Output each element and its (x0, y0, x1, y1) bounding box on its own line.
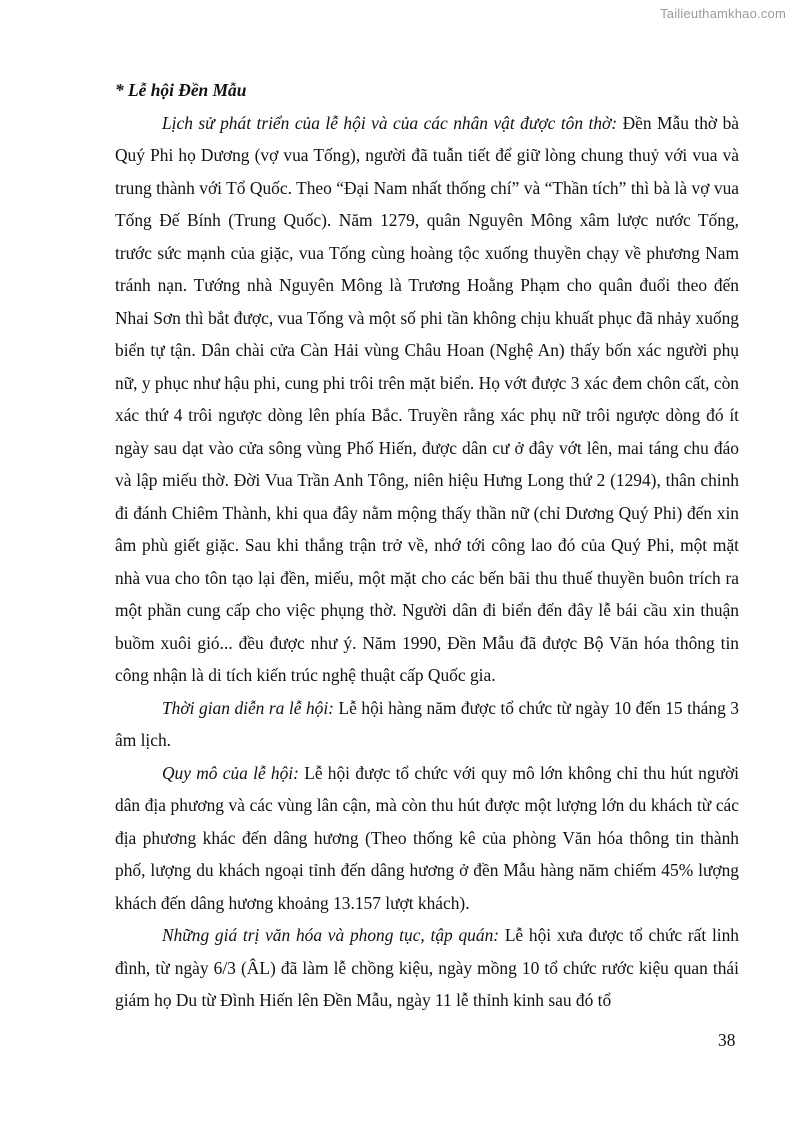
paragraph-scale (115, 757, 739, 920)
paragraph-time (115, 692, 739, 757)
page-number: 38 (718, 1030, 736, 1050)
paragraph-text: Lễ hội hàng năm được tổ chức từ ngày 10 đến 15 tháng 3 âm lịch. (115, 697, 739, 750)
paragraph-lead: Thời gian diễn ra lễ hội: (162, 697, 334, 718)
paragraph-lead: Những giá trị văn hóa và phong tục, tập quán: (162, 925, 500, 945)
paragraph-history (115, 107, 739, 692)
section-heading: * Lễ hội Đền Mẫu (115, 80, 247, 100)
watermark: Tailieuthamkhao.com (660, 6, 786, 21)
paragraph-text: Đền Mẫu thờ bà Quý Phi họ Dương (vợ vua Tống), người đã tuẫn tiết để giữ lòng chung thuỷ với vua và trung thành với Tổ Quốc. Theo “Đại Nam nhất thống chí” và “Thần tích” thì bà là vợ vua Tống Đế Bính (Trung Quốc). Năm 1279, quân Nguyên Mông xâm lược nước Tống, trước sức mạnh của giặc, vua Tống cùng hoàng tộc xuống thuyền chạy về phương Nam tránh nạn. Tướng nhà Nguyên Mông là Trương Hoằng Phạm cho quân đuổi theo đến Nhai Sơn thì bắt được, vua Tống và một số phi tần không chịu khuất phục đã nhảy xuống biển tự tận. Dân chài cửa Càn Hải vùng Châu Hoan (Nghệ An) thấy bốn xác người phụ nữ, y phục như hậu phi, cung phi trôi trên mặt biển. Họ vớt được 3 xác đem chôn cất, còn xác thứ 4 trôi ngược dòng lên phía Bắc. Truyền rằng xác phụ nữ trôi ngược dòng đó ít ngày sau dạt vào cửa sông vùng Phố Hiến, được dân cư ở đây vớt lên, mai táng chu đáo và lập miếu thờ. Đời Vua Trần Anh Tông, niên hiệu Hưng Long thứ 2 (1294), thân chinh đi đánh Chiêm Thành, khi qua đây nằm mộng thấy thần nữ (chỉ Dương Quý Phi) đến xin âm phù giết giặc. Sau khi thắng trận trở về, nhớ tới công lao đó của Quý Phi, một mặt nhà vua cho tôn tạo lại đền, miếu, một mặt cho các bến bãi thu thuế thuyền buôn trích ra một phần cung cấp cho việc phụng thờ. Người dân đi biển đến đây lễ bái cầu xin thuận buồm xuôi gió... đều được như ý. Năm 1990, Đền Mẫu đã được Bộ Văn hóa thông tin công nhận là di tích kiến trúc nghệ thuật cấp Quốc gia. (115, 112, 739, 685)
paragraph-lead: Lịch sử phát triển của lễ hội và của các nhân vật được tôn thờ: (162, 112, 618, 133)
paragraph-text: Lễ hội được tổ chức với quy mô lớn không chỉ thu hút người dân địa phương và các vùng lân cận, mà còn thu hút được một lượng lớn du khách từ các địa phương khác đến dâng hương (Theo thống kê của phòng Văn hóa thông tin thành phố, lượng du khách ngoại tỉnh đến dâng hương ở đền Mẫu hàng năm chiếm 45% lượng khách đến dâng hương khoảng 13.157 lượt khách). (115, 762, 739, 913)
paragraph-text: Lễ hội xưa được tổ chức rất linh đình, từ ngày 6/3 (ÂL) đã làm lễ chồng kiệu, ngày mồng 10 tổ chức rước kiệu quan thái giám họ Du từ Đình Hiến lên Đền Mẫu, ngày 11 lễ thỉnh kinh sau đó tổ (115, 925, 739, 1010)
paragraph-lead: Quy mô của lễ hội: (162, 762, 299, 783)
document-body (115, 74, 739, 1017)
paragraph-culture (115, 919, 739, 1017)
